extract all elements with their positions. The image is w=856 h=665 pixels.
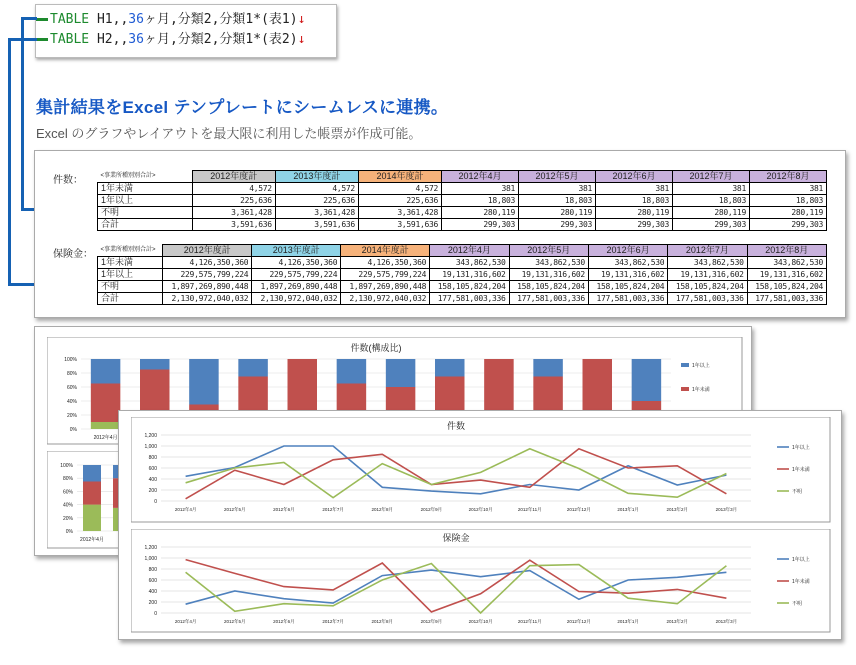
table-cell: 4,126,350,360 <box>341 257 430 269</box>
table-cell: 18,803 <box>749 195 826 207</box>
x-tick-label: 2012年11月 <box>517 507 542 512</box>
row-label: 1年未満 <box>98 183 193 195</box>
table-cell: 343,862,530 <box>430 257 509 269</box>
x-tick-label: 2013年1月 <box>617 507 639 512</box>
bar-segment <box>238 359 267 377</box>
row-label: 1年以上 <box>98 269 163 281</box>
x-tick-label: 2012年4月 <box>80 537 104 543</box>
y-tick-label: 1,000 <box>144 444 157 450</box>
y-tick-label: 80% <box>62 476 73 483</box>
table-row <box>98 219 827 231</box>
table-cell: 19,131,316,602 <box>747 269 826 281</box>
table-cell: 299,303 <box>672 219 749 231</box>
x-tick-label: 2012年9月 <box>420 507 443 512</box>
bar-segment <box>337 359 367 384</box>
table-cell: 225,636 <box>275 195 358 207</box>
column-header: 2012年度計 <box>192 171 275 183</box>
legend-label: 1年未満 <box>792 467 810 473</box>
chart-frame <box>131 529 830 632</box>
newline-arrow-icon: ↓ <box>297 12 306 27</box>
table-cell: 343,862,530 <box>668 257 747 269</box>
column-header: 2012年5月 <box>519 171 596 183</box>
legend-label: 1年以上 <box>792 557 810 563</box>
y-tick-label: 800 <box>148 567 157 573</box>
column-header: 2012年度計 <box>163 245 252 257</box>
table-cell: 1,897,269,890,448 <box>341 281 430 293</box>
table-cell: 3,591,636 <box>275 219 358 231</box>
headline: 集計結果をExcel テンプレートにシームレスに連携。 <box>36 98 449 117</box>
code-keyword: TABLE <box>50 32 90 47</box>
code-box <box>35 4 337 58</box>
y-tick-label: 60% <box>62 489 73 496</box>
table-cell: 158,105,824,204 <box>509 281 588 293</box>
subheadline: Excel のグラフやレイアウトを最大限に利用した帳票が作成可能。 <box>36 126 422 141</box>
table-cell: 381 <box>672 183 749 195</box>
table-cell: 1,897,269,890,448 <box>252 281 341 293</box>
column-header: 2012年8月 <box>747 245 826 257</box>
y-tick-label: 600 <box>148 578 157 584</box>
x-tick-label: 2012年6月 <box>273 507 295 512</box>
bar-segment <box>386 359 416 387</box>
y-tick-label: 800 <box>148 455 157 461</box>
y-tick-label: 0% <box>69 427 77 433</box>
table-cell: 381 <box>442 183 519 195</box>
legend-label: 1年未満 <box>792 579 810 585</box>
table-cell: 299,303 <box>519 219 596 231</box>
table-cell: 229,575,799,224 <box>163 269 252 281</box>
legend-swatch <box>681 363 689 367</box>
bar-segment <box>83 465 101 482</box>
section-label-count: 件数： <box>53 175 83 186</box>
table-cell: 4,126,350,360 <box>252 257 341 269</box>
x-tick-label: 2012年11月 <box>517 619 542 624</box>
code-keyword: TABLE <box>50 12 90 27</box>
line-chart-count <box>131 417 831 523</box>
table-cell: 2,130,972,040,032 <box>341 293 430 305</box>
x-tick-label: 2012年7月 <box>322 619 344 624</box>
line-chart-panel <box>118 410 842 640</box>
y-tick-label: 0 <box>154 611 157 617</box>
row-label: 不明 <box>98 281 163 293</box>
table-cell: 19,131,316,602 <box>509 269 588 281</box>
table-cell: 177,581,003,336 <box>588 293 667 305</box>
column-header: 2013年度計 <box>275 171 358 183</box>
code-text: ヶ月,分類2,分類1*(表2) <box>143 32 298 47</box>
column-header: 2013年度計 <box>252 245 341 257</box>
table-cell: 158,105,824,204 <box>668 281 747 293</box>
table-cell: 299,303 <box>442 219 519 231</box>
x-tick-label: 2012年5月 <box>223 619 246 624</box>
table-cell: 381 <box>519 183 596 195</box>
column-header: 2012年4月 <box>442 171 519 183</box>
table-cell: 177,581,003,336 <box>509 293 588 305</box>
y-tick-label: 100% <box>64 357 77 363</box>
x-tick-label: 2012年4月 <box>174 507 197 512</box>
table-cell: 2,130,972,040,032 <box>252 293 341 305</box>
table-cell: 381 <box>749 183 826 195</box>
column-header: 2014年度計 <box>341 245 430 257</box>
legend-swatch <box>681 387 689 391</box>
table-cell: 280,119 <box>442 207 519 219</box>
table-cell: 225,636 <box>192 195 275 207</box>
table-cell: 3,591,636 <box>358 219 441 231</box>
x-tick-label: 2013年2月 <box>666 619 689 624</box>
green-marker <box>36 18 48 21</box>
y-tick-label: 1,000 <box>144 556 157 562</box>
legend-label: 1年以上 <box>692 363 710 369</box>
y-tick-label: 200 <box>148 488 157 494</box>
table-row <box>98 195 827 207</box>
table-cell: 2,130,972,040,032 <box>163 293 252 305</box>
count-table <box>97 170 827 231</box>
table-cell: 3,361,428 <box>275 207 358 219</box>
row-label: 1年未満 <box>98 257 163 269</box>
x-tick-label: 2013年2月 <box>666 507 689 512</box>
table-cell: 4,572 <box>358 183 441 195</box>
table-cell: 4,572 <box>192 183 275 195</box>
table-cell: 177,581,003,336 <box>747 293 826 305</box>
x-tick-label: 2012年8月 <box>371 507 394 512</box>
legend-label: 1年未満 <box>692 387 710 393</box>
table-cell: 18,803 <box>442 195 519 207</box>
table-cell: 18,803 <box>596 195 673 207</box>
table-cell: 177,581,003,336 <box>430 293 509 305</box>
table-cell: 225,636 <box>358 195 441 207</box>
insurance-table <box>97 244 827 305</box>
y-tick-label: 60% <box>66 385 77 391</box>
x-tick-label: 2012年4月 <box>174 619 197 624</box>
table-cell: 229,575,799,224 <box>252 269 341 281</box>
table-cell: 299,303 <box>749 219 826 231</box>
bar-segment <box>83 482 101 505</box>
line-chart-insurance <box>131 529 831 633</box>
row-label: 合計 <box>98 293 163 305</box>
column-header: 2012年7月 <box>672 171 749 183</box>
y-tick-label: 40% <box>62 502 73 509</box>
column-header: 2012年6月 <box>596 171 673 183</box>
bar-segment <box>632 359 662 401</box>
table-cell: 280,119 <box>596 207 673 219</box>
table-cell: 229,575,799,224 <box>341 269 430 281</box>
code-text: ヶ月,分類2,分類1*(表1) <box>143 12 298 27</box>
x-tick-label: 2012年10月 <box>468 619 493 624</box>
table-row <box>98 281 827 293</box>
row-label: 不明 <box>98 207 193 219</box>
y-tick-label: 200 <box>148 600 157 606</box>
column-header: 2012年7月 <box>668 245 747 257</box>
y-tick-label: 400 <box>148 477 157 483</box>
table-cell: 299,303 <box>596 219 673 231</box>
y-tick-label: 1,200 <box>144 433 157 439</box>
table-row <box>98 293 827 305</box>
table-cell: 1,897,269,890,448 <box>163 281 252 293</box>
y-tick-label: 0 <box>154 499 157 505</box>
bar-segment <box>83 505 101 531</box>
y-tick-label: 0% <box>65 529 73 535</box>
chart-title: 保険金 <box>442 533 470 543</box>
table-cell: 158,105,824,204 <box>588 281 667 293</box>
x-tick-label: 2013年3月 <box>715 507 738 512</box>
green-marker <box>36 38 48 41</box>
legend-label: 不明 <box>792 489 803 495</box>
table-corner-label: <事業所種別別合計> <box>100 172 156 179</box>
excel-sheet <box>34 150 846 318</box>
x-tick-label: 2012年12月 <box>566 507 591 512</box>
code-text: H1,, <box>89 12 129 27</box>
y-tick-label: 1,200 <box>144 545 157 551</box>
table-cell: 19,131,316,602 <box>588 269 667 281</box>
code-text: H2,, <box>89 32 129 47</box>
column-header: 2014年度計 <box>358 171 441 183</box>
x-tick-label: 2012年8月 <box>371 619 394 624</box>
table-row <box>98 269 827 281</box>
table-cell: 343,862,530 <box>747 257 826 269</box>
row-label: 1年以上 <box>98 195 193 207</box>
table-cell: 18,803 <box>672 195 749 207</box>
code-number: 36 <box>128 32 144 47</box>
y-tick-label: 400 <box>148 589 157 595</box>
y-tick-label: 20% <box>66 413 77 419</box>
bar-segment <box>91 422 121 429</box>
x-tick-label: 2012年10月 <box>468 507 493 512</box>
y-tick-label: 80% <box>66 371 77 377</box>
column-header: 2012年4月 <box>430 245 509 257</box>
table-cell: 177,581,003,336 <box>668 293 747 305</box>
y-tick-label: 100% <box>60 463 73 469</box>
table-cell: 18,803 <box>519 195 596 207</box>
table-cell: 158,105,824,204 <box>430 281 509 293</box>
table-cell: 4,572 <box>275 183 358 195</box>
y-tick-label: 20% <box>62 515 73 522</box>
column-header: 2012年6月 <box>588 245 667 257</box>
table-cell: 158,105,824,204 <box>747 281 826 293</box>
table-cell: 343,862,530 <box>509 257 588 269</box>
y-tick-label: 40% <box>66 399 77 405</box>
bar-segment <box>189 359 219 405</box>
column-header: 2012年8月 <box>749 171 826 183</box>
table-cell: 19,131,316,602 <box>668 269 747 281</box>
section-label-insurance: 保険金： <box>53 249 93 260</box>
code-line-2 <box>36 31 305 49</box>
code-number: 36 <box>128 12 144 27</box>
legend-label: 1年以上 <box>792 445 810 451</box>
chart-title: 件数 <box>446 421 466 431</box>
table-cell: 19,131,316,602 <box>430 269 509 281</box>
newline-arrow-icon: ↓ <box>297 32 306 47</box>
table-cell: 280,119 <box>672 207 749 219</box>
bar-segment <box>140 359 170 370</box>
table-cell: 4,126,350,360 <box>163 257 252 269</box>
row-label: 合計 <box>98 219 193 231</box>
bar-segment <box>91 384 121 423</box>
table-cell: 280,119 <box>749 207 826 219</box>
x-tick-label: 2013年3月 <box>715 619 738 624</box>
table-row <box>98 207 827 219</box>
x-tick-label: 2012年5月 <box>223 507 246 512</box>
table-cell: 381 <box>596 183 673 195</box>
bar-segment <box>533 359 563 377</box>
x-tick-label: 2012年9月 <box>420 619 443 624</box>
x-tick-label: 2012年6月 <box>273 619 295 624</box>
code-line-1 <box>36 11 305 29</box>
bar-segment <box>435 359 465 377</box>
chart-title: 件数(構成比) <box>350 343 402 353</box>
table-row <box>98 257 827 269</box>
legend-label: 不明 <box>792 601 803 607</box>
table-cell: 3,361,428 <box>358 207 441 219</box>
bar-segment <box>140 370 170 416</box>
table-cell: 3,361,428 <box>192 207 275 219</box>
table-corner-label: <事業所種別別合計> <box>100 246 156 253</box>
x-tick-label: 2012年12月 <box>566 619 591 624</box>
table-cell: 343,862,530 <box>588 257 667 269</box>
column-header: 2012年5月 <box>509 245 588 257</box>
x-tick-label: 2013年1月 <box>617 619 639 624</box>
table-cell: 280,119 <box>519 207 596 219</box>
table-row <box>98 183 827 195</box>
y-tick-label: 600 <box>148 466 157 472</box>
x-tick-label: 2012年7月 <box>322 507 344 512</box>
bar-segment <box>91 359 121 384</box>
table-cell: 3,591,636 <box>192 219 275 231</box>
x-tick-label: 2012年4月 <box>93 435 118 441</box>
